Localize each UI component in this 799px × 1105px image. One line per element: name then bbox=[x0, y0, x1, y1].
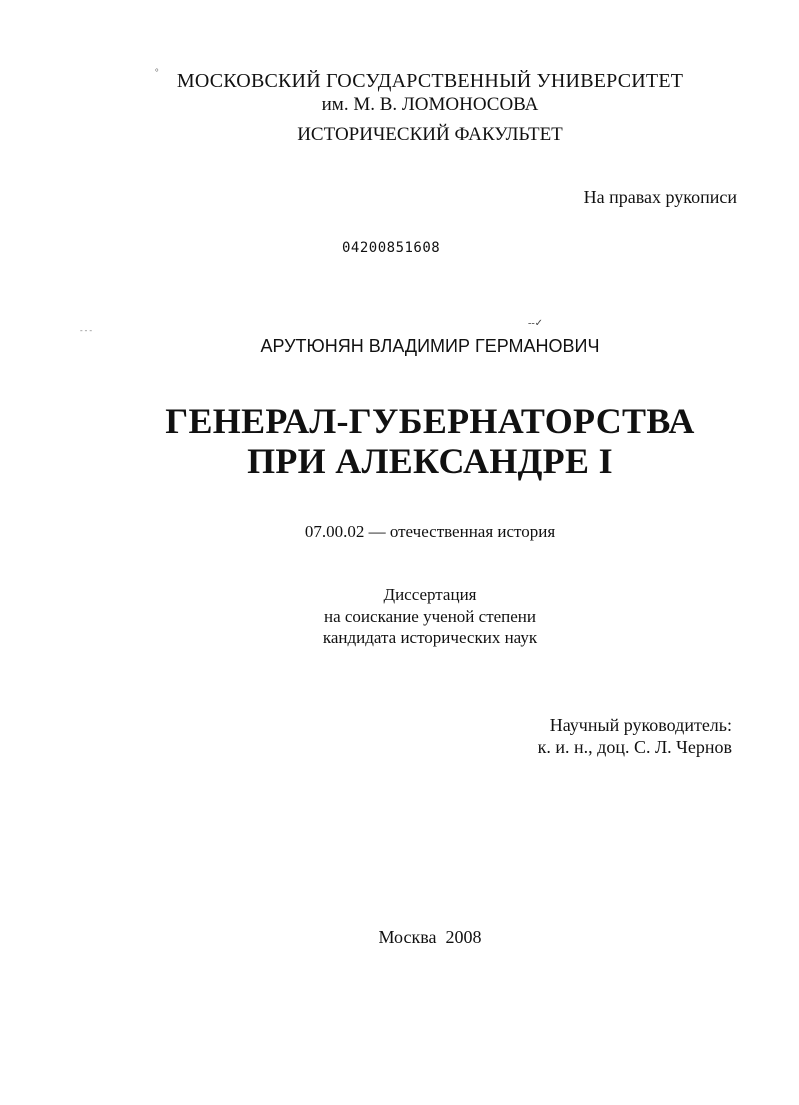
faculty-name: ИСТОРИЧЕСКИЙ ФАКУЛЬТЕТ bbox=[297, 124, 563, 145]
rights-notice: На правах рукописи bbox=[583, 187, 737, 207]
supervisor-name: к. и. н., доц. С. Л. Чернов bbox=[537, 737, 732, 757]
dissertation-degree: кандидата исторических наук bbox=[322, 628, 538, 647]
university-name: МОСКОВСКИЙ ГОСУДАРСТВЕННЫЙ УНИВЕРСИТЕТ bbox=[176, 70, 684, 92]
city-year: Москва 2008 bbox=[378, 927, 482, 947]
specialty-code: 07.00.02 — отечественная история bbox=[304, 522, 556, 541]
scan-speck: - - - bbox=[80, 326, 92, 335]
university-named-after: им. М. В. ЛОМОНОСОВА bbox=[321, 94, 539, 115]
author-name: АРУТЮНЯН ВЛАДИМИР ГЕРМАНОВИЧ bbox=[260, 336, 600, 356]
scan-speck: --✓ bbox=[528, 318, 544, 329]
document-code: 04200851608 bbox=[342, 240, 441, 256]
dissertation-purpose: на соискание ученой степени bbox=[323, 607, 537, 626]
dissertation-label: Диссертация bbox=[383, 585, 477, 604]
thesis-title-line-1: ГЕНЕРАЛ-ГУБЕРНАТОРСТВА bbox=[165, 401, 695, 441]
supervisor-label: Научный руководитель: bbox=[549, 715, 732, 735]
thesis-title-line-2: ПРИ АЛЕКСАНДРЕ I bbox=[247, 441, 613, 481]
scan-speck: ° bbox=[155, 67, 159, 77]
